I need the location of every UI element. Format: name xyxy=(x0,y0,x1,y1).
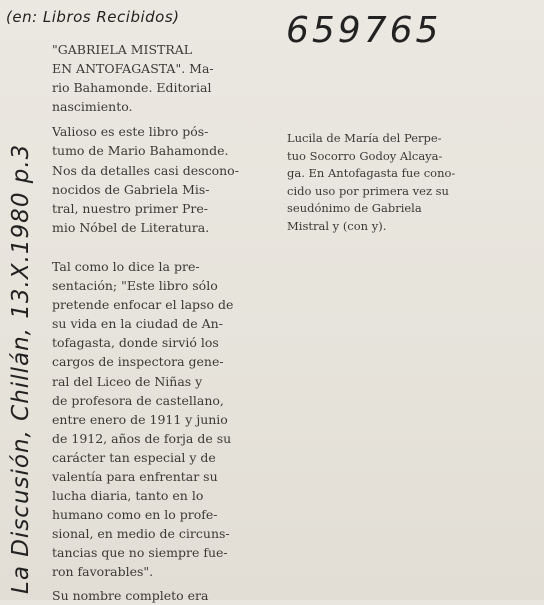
text-line: cido uso por primera vez su xyxy=(287,183,449,198)
article-heading xyxy=(52,40,270,116)
text-line: nocidos de Gabriela Mis- xyxy=(52,181,210,197)
paragraph-3 xyxy=(52,586,270,605)
text-line: su vida en la ciudad de An- xyxy=(52,316,223,332)
paragraph-2 xyxy=(52,257,270,582)
article-right-column xyxy=(287,130,539,236)
text-line: valentía para enfrentar su xyxy=(52,468,218,484)
text-line: Su nombre completo era xyxy=(52,587,209,603)
text-line: tuo Socorro Godoy Alcaya- xyxy=(287,148,443,163)
heading-line: rio Bahamonde. Editorial xyxy=(52,80,212,96)
text-line: tofagasta, donde sirvió los xyxy=(52,335,219,351)
text-line: mio Nóbel de Literatura. xyxy=(52,219,210,235)
text-line: sentación; "Este libro sólo xyxy=(52,278,218,294)
text-line: tancias que no siempre fue- xyxy=(52,545,228,561)
text-line: Mistral y (con y). xyxy=(287,218,387,233)
handwritten-source-citation: La Discusión, Chillán, 13.X.1980 p.3 xyxy=(8,143,34,594)
paragraph-1 xyxy=(52,122,270,237)
text-line: ga. En Antofagasta fue cono- xyxy=(287,166,456,181)
text-line: entre enero de 1911 y junio xyxy=(52,411,228,427)
text-line: lucha diaria, tanto en lo xyxy=(52,488,204,504)
heading-line: EN ANTOFAGASTA". Ma- xyxy=(52,61,214,77)
text-line: de profesora de castellano, xyxy=(52,392,224,408)
text-line: Nos da detalles casi descono- xyxy=(52,162,239,178)
heading-line: "GABRIELA MISTRAL xyxy=(52,42,193,57)
text-line: seudónimo de Gabriela xyxy=(287,201,422,216)
text-line: Lucila de María del Perpe- xyxy=(287,131,442,145)
text-line: ron favorables". xyxy=(52,564,154,580)
text-line: pretende enfocar el lapso de xyxy=(52,297,234,313)
text-line: cargos de inspectora gene- xyxy=(52,354,224,370)
text-line: Valioso es este libro pós- xyxy=(52,124,209,140)
spacer xyxy=(52,237,270,257)
text-line: carácter tan especial y de xyxy=(52,449,216,465)
article-left-column xyxy=(52,40,270,605)
handwritten-catalog-number: 659765 xyxy=(286,10,442,51)
text-line: de 1912, años de forja de su xyxy=(52,430,232,446)
heading-line: nascimiento. xyxy=(52,99,133,115)
text-line: sional, en medio de circuns- xyxy=(52,526,230,542)
text-line: humano como en lo profe- xyxy=(52,507,218,523)
text-line: ral del Liceo de Niñas y xyxy=(52,373,203,389)
text-line: Tal como lo dice la pre- xyxy=(52,258,200,274)
text-line: tumo de Mario Bahamonde. xyxy=(52,143,229,159)
text-line: tral, nuestro primer Pre- xyxy=(52,200,208,216)
handwritten-section-note: (en: Libros Recibidos) xyxy=(6,8,180,26)
